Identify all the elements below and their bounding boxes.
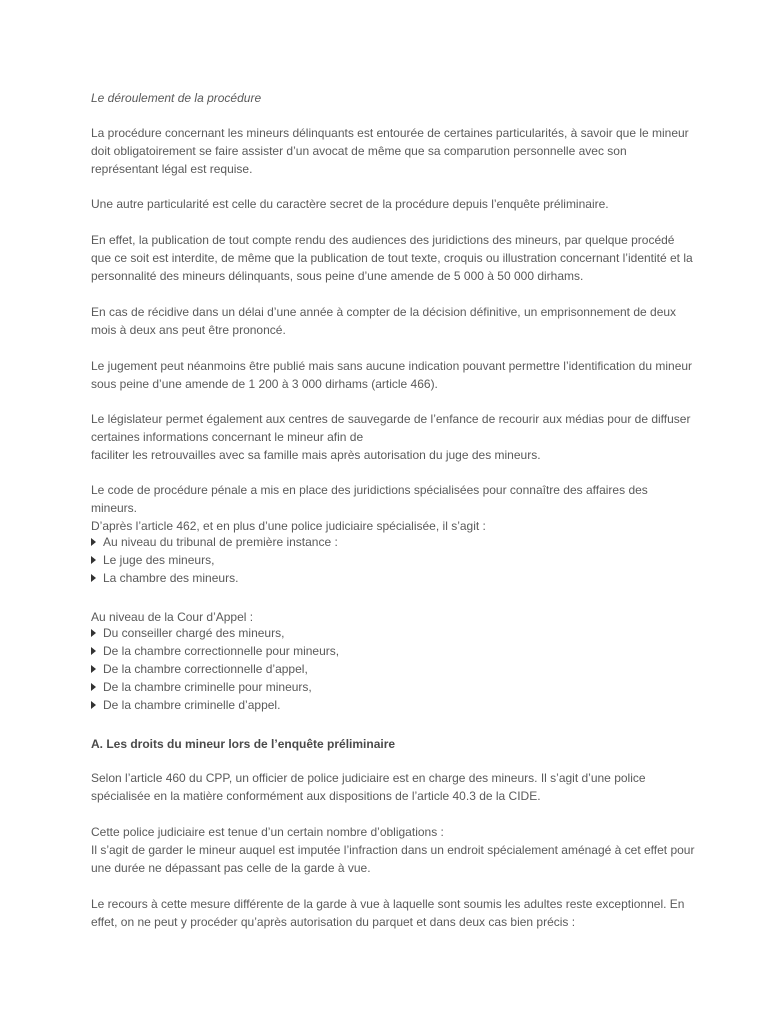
- text-line: En effet, la publication de tout compte rendu des audiences des juridictions des mineurs, par quelque procédé: [91, 233, 675, 247]
- paragraph-media-permission: [91, 410, 691, 464]
- triangle-bullet-icon: [91, 538, 96, 546]
- text-line: effet, on ne peut y procéder qu’après autorisation du parquet et dans deux cas bien précis :: [91, 915, 576, 929]
- paragraph-secret-procedure: [91, 195, 681, 213]
- text-line: Le recours à cette mesure différente de la garde à vue à laquelle sont soumis les adultes reste exceptionnel. En: [91, 897, 685, 911]
- triangle-bullet-icon: [91, 701, 96, 709]
- text-line: La procédure concernant les mineurs délinquants est entourée de certaines particularités, à savoir que le mineur: [91, 126, 689, 140]
- list-item-text: Au niveau du tribunal de première instance :: [103, 535, 338, 549]
- list-item-text: De la chambre criminelle pour mineurs,: [103, 680, 312, 694]
- list-item-text: De la chambre correctionnelle pour mineurs,: [103, 644, 340, 658]
- text-line: Il s’agit de garder le mineur auquel est imputée l’infraction dans un endroit spécialement aménagé à cet effet pour: [91, 843, 695, 857]
- paragraph-judgment-publication: [91, 357, 693, 393]
- text-line: sous peine d’une amende de 1 200 à 3 000 dirhams (article 466).: [91, 377, 438, 391]
- paragraph-recidivism: [91, 303, 681, 339]
- triangle-bullet-icon: [91, 683, 96, 691]
- section-heading-a: A. Les droits du mineur lors de l’enquête préliminaire: [91, 737, 396, 751]
- first-instance-list: [91, 533, 681, 587]
- text-line: représentant légal est requise.: [91, 162, 253, 176]
- text-line: doit obligatoirement se faire assister d’un avocat de même que sa comparution personnelle avec son: [91, 144, 627, 158]
- court-of-appeal-list: [91, 624, 681, 714]
- text-line: faciliter les retrouvailles avec sa famille mais après autorisation du juge des mineurs.: [91, 448, 541, 462]
- text-line: que ce soit est interdite, de même que la publication de tout texte, croquis ou illustration concernant l’identité et la: [91, 251, 693, 265]
- paragraph-exceptional-measure: [91, 895, 685, 931]
- paragraph-police-obligations: [91, 823, 695, 877]
- text-line: Le jugement peut néanmoins être publié mais sans aucune indication pouvant permettre l’identification du mineur: [91, 359, 693, 373]
- list-item: [91, 642, 681, 660]
- list-item-text: De la chambre correctionnelle d’appel,: [103, 662, 308, 676]
- text-line: personnalité des mineurs délinquants, sous peine d’une amende de 5 000 à 50 000 dirhams.: [91, 269, 584, 283]
- list-item: [91, 624, 681, 642]
- list-item-text: De la chambre criminelle d’appel.: [103, 698, 281, 712]
- text-line: Selon l’article 460 du CPP, un officier de police judiciaire est en charge des mineurs. Il s’agit d’une police: [91, 771, 646, 785]
- list-item: [91, 569, 681, 587]
- text-line: En cas de récidive dans un délai d’une année à compter de la décision définitive, un emprisonnement de deux: [91, 305, 677, 319]
- text-line: Le législateur permet également aux centres de sauvegarde de l’enfance de recourir aux médias pour de diffuser: [91, 412, 691, 426]
- paragraph-court-of-appeal: Au niveau de la Cour d’Appel :: [91, 610, 254, 624]
- paragraph-publication-ban: [91, 231, 693, 285]
- list-item-text: Le juge des mineurs,: [103, 553, 215, 567]
- text-line: Le code de procédure pénale a mis en place des juridictions spécialisées pour connaître des affaires des: [91, 483, 648, 497]
- triangle-bullet-icon: [91, 647, 96, 655]
- triangle-bullet-icon: [91, 665, 96, 673]
- text-line: mois à deux ans peut être prononcé.: [91, 323, 286, 337]
- text-line: Cette police judiciaire est tenue d’un certain nombre d’obligations :: [91, 825, 444, 839]
- text-line: certaines informations concernant le mineur afin de: [91, 430, 364, 444]
- paragraph-procedure-particularities: [91, 124, 689, 178]
- paragraph-article-460: [91, 769, 681, 805]
- triangle-bullet-icon: [91, 556, 96, 564]
- triangle-bullet-icon: [91, 574, 96, 582]
- list-item-text: Du conseiller chargé des mineurs,: [103, 626, 285, 640]
- paragraph-specialized-courts: [91, 481, 681, 535]
- text-line: Une autre particularité est celle du caractère secret de la procédure depuis l’enquête préliminaire.: [91, 197, 609, 211]
- list-item: [91, 678, 681, 696]
- list-item: [91, 551, 681, 569]
- text-line: D’après l’article 462, et en plus d’une police judiciaire spécialisée, il s’agit :: [91, 519, 486, 533]
- text-line: spécialisée en la matière conformément aux dispositions de l’article 40.3 de la CIDE.: [91, 789, 541, 803]
- text-line: mineurs.: [91, 501, 138, 515]
- triangle-bullet-icon: [91, 629, 96, 637]
- list-item: [91, 660, 681, 678]
- list-item-text: La chambre des mineurs.: [103, 571, 239, 585]
- text-line: une durée ne dépassant pas celle de la garde à vue.: [91, 861, 371, 875]
- document-heading: Le déroulement de la procédure: [91, 91, 262, 105]
- list-item: [91, 533, 681, 551]
- list-item: [91, 696, 681, 714]
